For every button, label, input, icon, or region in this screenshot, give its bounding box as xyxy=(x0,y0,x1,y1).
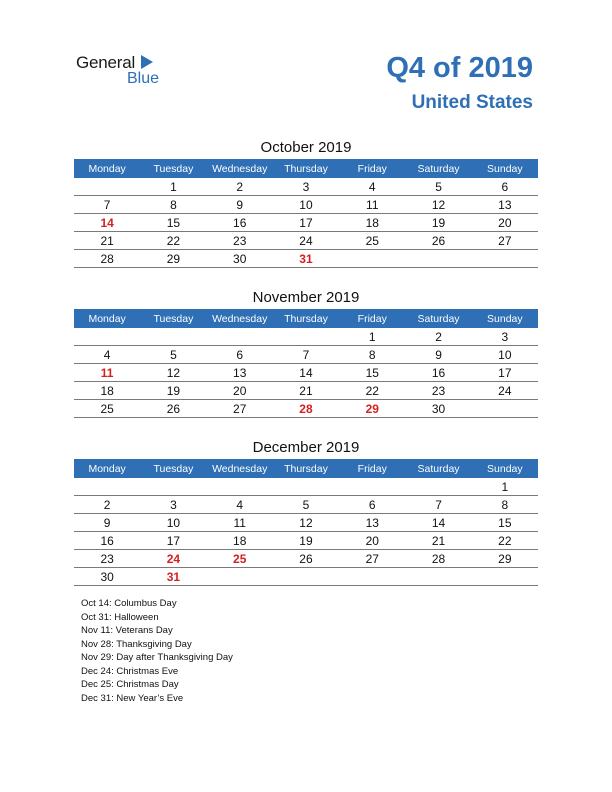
day-cell: 4 xyxy=(74,346,140,364)
week-row xyxy=(74,478,538,496)
day-cell: 5 xyxy=(405,178,471,196)
holiday-note: Oct 14: Columbus Day xyxy=(81,598,177,609)
day-cell: 8 xyxy=(140,196,206,214)
weekday-header: Friday xyxy=(339,309,405,328)
day-cell: 2 xyxy=(74,496,140,514)
week-row xyxy=(74,550,538,568)
day-cell: 6 xyxy=(207,346,273,364)
day-cell: 22 xyxy=(472,532,538,550)
holiday-notes xyxy=(81,597,233,705)
weekday-header: Saturday xyxy=(405,459,471,478)
day-cell: 1 xyxy=(472,478,538,496)
empty-day-cell xyxy=(207,568,273,586)
day-cell: 8 xyxy=(339,346,405,364)
day-cell: 23 xyxy=(74,550,140,568)
empty-day-cell xyxy=(405,250,471,268)
empty-day-cell xyxy=(273,568,339,586)
empty-day-cell xyxy=(273,328,339,346)
week-row xyxy=(74,532,538,550)
empty-day-cell xyxy=(339,568,405,586)
day-cell: 9 xyxy=(405,346,471,364)
day-cell: 16 xyxy=(405,364,471,382)
day-cell: 22 xyxy=(339,382,405,400)
day-cell: 28 xyxy=(405,550,471,568)
day-cell: 8 xyxy=(472,496,538,514)
week-row xyxy=(74,364,538,382)
day-cell: 6 xyxy=(472,178,538,196)
day-cell: 11 xyxy=(339,196,405,214)
day-cell: 26 xyxy=(405,232,471,250)
day-cell: 4 xyxy=(339,178,405,196)
day-cell: 27 xyxy=(472,232,538,250)
day-cell: 12 xyxy=(405,196,471,214)
day-cell: 25 xyxy=(74,400,140,418)
empty-day-cell xyxy=(339,250,405,268)
day-cell: 7 xyxy=(273,346,339,364)
empty-day-cell xyxy=(74,328,140,346)
weekday-header: Friday xyxy=(339,459,405,478)
day-cell: 9 xyxy=(74,514,140,532)
week-row xyxy=(74,328,538,346)
day-cell: 13 xyxy=(339,514,405,532)
day-cell: 16 xyxy=(74,532,140,550)
logo-triangle-icon xyxy=(141,55,153,69)
day-cell: 15 xyxy=(472,514,538,532)
day-cell: 28 xyxy=(74,250,140,268)
day-cell: 24 xyxy=(472,382,538,400)
weekday-header: Sunday xyxy=(472,459,538,478)
country-name: United States xyxy=(411,92,533,113)
weekday-header: Tuesday xyxy=(140,159,206,178)
weekday-header-row xyxy=(74,159,538,178)
holiday-day-cell: 25 xyxy=(207,550,273,568)
day-cell: 3 xyxy=(273,178,339,196)
day-cell: 27 xyxy=(207,400,273,418)
day-cell: 10 xyxy=(273,196,339,214)
empty-day-cell xyxy=(472,568,538,586)
day-cell: 17 xyxy=(273,214,339,232)
week-row xyxy=(74,214,538,232)
day-cell: 29 xyxy=(140,250,206,268)
day-cell: 5 xyxy=(273,496,339,514)
weekday-header: Tuesday xyxy=(140,459,206,478)
weekday-header: Wednesday xyxy=(207,309,273,328)
week-row xyxy=(74,250,538,268)
weekday-header: Thursday xyxy=(273,309,339,328)
weekday-header: Sunday xyxy=(472,309,538,328)
week-row xyxy=(74,178,538,196)
day-cell: 17 xyxy=(472,364,538,382)
weekday-header-row xyxy=(74,459,538,478)
week-row xyxy=(74,400,538,418)
brand-logo xyxy=(76,53,186,89)
holiday-day-cell: 11 xyxy=(74,364,140,382)
empty-day-cell xyxy=(140,478,206,496)
holiday-day-cell: 14 xyxy=(74,214,140,232)
holiday-note: Dec 25: Christmas Day xyxy=(81,679,179,690)
day-cell: 21 xyxy=(273,382,339,400)
weekday-header: Monday xyxy=(74,159,140,178)
week-row xyxy=(74,232,538,250)
day-cell: 23 xyxy=(207,232,273,250)
empty-day-cell xyxy=(405,478,471,496)
weekday-header: Wednesday xyxy=(207,459,273,478)
weekday-header-row xyxy=(74,309,538,328)
day-cell: 17 xyxy=(140,532,206,550)
day-cell: 10 xyxy=(140,514,206,532)
day-cell: 26 xyxy=(273,550,339,568)
day-cell: 19 xyxy=(405,214,471,232)
weekday-header: Sunday xyxy=(472,159,538,178)
day-cell: 16 xyxy=(207,214,273,232)
day-cell: 20 xyxy=(339,532,405,550)
empty-day-cell xyxy=(472,250,538,268)
week-row xyxy=(74,514,538,532)
holiday-day-cell: 29 xyxy=(339,400,405,418)
empty-day-cell xyxy=(74,478,140,496)
empty-day-cell xyxy=(74,178,140,196)
day-cell: 22 xyxy=(140,232,206,250)
day-cell: 25 xyxy=(339,232,405,250)
day-cell: 9 xyxy=(207,196,273,214)
day-cell: 4 xyxy=(207,496,273,514)
day-cell: 1 xyxy=(140,178,206,196)
weekday-header: Thursday xyxy=(273,459,339,478)
month-title: November 2019 xyxy=(252,289,360,306)
day-cell: 1 xyxy=(339,328,405,346)
empty-day-cell xyxy=(140,328,206,346)
day-cell: 12 xyxy=(140,364,206,382)
week-row xyxy=(74,382,538,400)
empty-day-cell xyxy=(472,400,538,418)
weekday-header: Monday xyxy=(74,309,140,328)
day-cell: 18 xyxy=(207,532,273,550)
day-cell: 14 xyxy=(273,364,339,382)
day-cell: 10 xyxy=(472,346,538,364)
month-calendar xyxy=(74,437,538,586)
month-title: October 2019 xyxy=(260,139,352,156)
holiday-note: Dec 24: Christmas Eve xyxy=(81,665,179,677)
holiday-note: Nov 29: Day after Thanksgiving Day xyxy=(81,652,233,663)
day-cell: 6 xyxy=(339,496,405,514)
day-cell: 15 xyxy=(339,364,405,382)
empty-day-cell xyxy=(339,478,405,496)
day-cell: 18 xyxy=(339,214,405,232)
day-cell: 2 xyxy=(405,328,471,346)
day-cell: 7 xyxy=(405,496,471,514)
weekday-header: Saturday xyxy=(405,309,471,328)
day-cell: 30 xyxy=(405,400,471,418)
week-row xyxy=(74,568,538,586)
weekday-header: Wednesday xyxy=(207,159,273,178)
holiday-day-cell: 28 xyxy=(273,400,339,418)
day-cell: 20 xyxy=(472,214,538,232)
month-grid xyxy=(74,459,538,586)
weekday-header: Saturday xyxy=(405,159,471,178)
day-cell: 21 xyxy=(74,232,140,250)
day-cell: 15 xyxy=(140,214,206,232)
day-cell: 27 xyxy=(339,550,405,568)
day-cell: 13 xyxy=(207,364,273,382)
quarter-title: Q4 of 2019 xyxy=(386,52,533,84)
empty-day-cell xyxy=(207,328,273,346)
weekday-header: Friday xyxy=(339,159,405,178)
holiday-note: Dec 31: New Year’s Eve xyxy=(81,692,184,704)
week-row xyxy=(74,346,538,364)
day-cell: 2 xyxy=(207,178,273,196)
empty-day-cell xyxy=(405,568,471,586)
month-title: December 2019 xyxy=(252,439,360,456)
day-cell: 3 xyxy=(472,328,538,346)
day-cell: 12 xyxy=(273,514,339,532)
day-cell: 13 xyxy=(472,196,538,214)
day-cell: 11 xyxy=(207,514,273,532)
day-cell: 21 xyxy=(405,532,471,550)
day-cell: 5 xyxy=(140,346,206,364)
day-cell: 24 xyxy=(273,232,339,250)
empty-day-cell xyxy=(273,478,339,496)
day-cell: 7 xyxy=(74,196,140,214)
day-cell: 29 xyxy=(472,550,538,568)
day-cell: 23 xyxy=(405,382,471,400)
holiday-day-cell: 31 xyxy=(140,568,206,586)
holiday-note: Nov 11: Veterans Day xyxy=(81,625,173,636)
weekday-header: Thursday xyxy=(273,159,339,178)
holiday-note: Oct 31: Halloween xyxy=(81,611,159,623)
holiday-day-cell: 24 xyxy=(140,550,206,568)
day-cell: 20 xyxy=(207,382,273,400)
day-cell: 19 xyxy=(273,532,339,550)
holiday-day-cell: 31 xyxy=(273,250,339,268)
day-cell: 14 xyxy=(405,514,471,532)
month-calendar xyxy=(74,287,538,418)
logo-text-general: General xyxy=(76,53,136,72)
month-calendar xyxy=(74,137,538,268)
month-grid xyxy=(74,159,538,268)
day-cell: 30 xyxy=(207,250,273,268)
day-cell: 19 xyxy=(140,382,206,400)
empty-day-cell xyxy=(207,478,273,496)
month-grid xyxy=(74,309,538,418)
day-cell: 30 xyxy=(74,568,140,586)
day-cell: 18 xyxy=(74,382,140,400)
holiday-note: Nov 28: Thanksgiving Day xyxy=(81,638,192,650)
week-row xyxy=(74,196,538,214)
week-row xyxy=(74,496,538,514)
weekday-header: Tuesday xyxy=(140,309,206,328)
logo-text-blue: Blue xyxy=(127,70,160,87)
weekday-header: Monday xyxy=(74,459,140,478)
day-cell: 3 xyxy=(140,496,206,514)
day-cell: 26 xyxy=(140,400,206,418)
